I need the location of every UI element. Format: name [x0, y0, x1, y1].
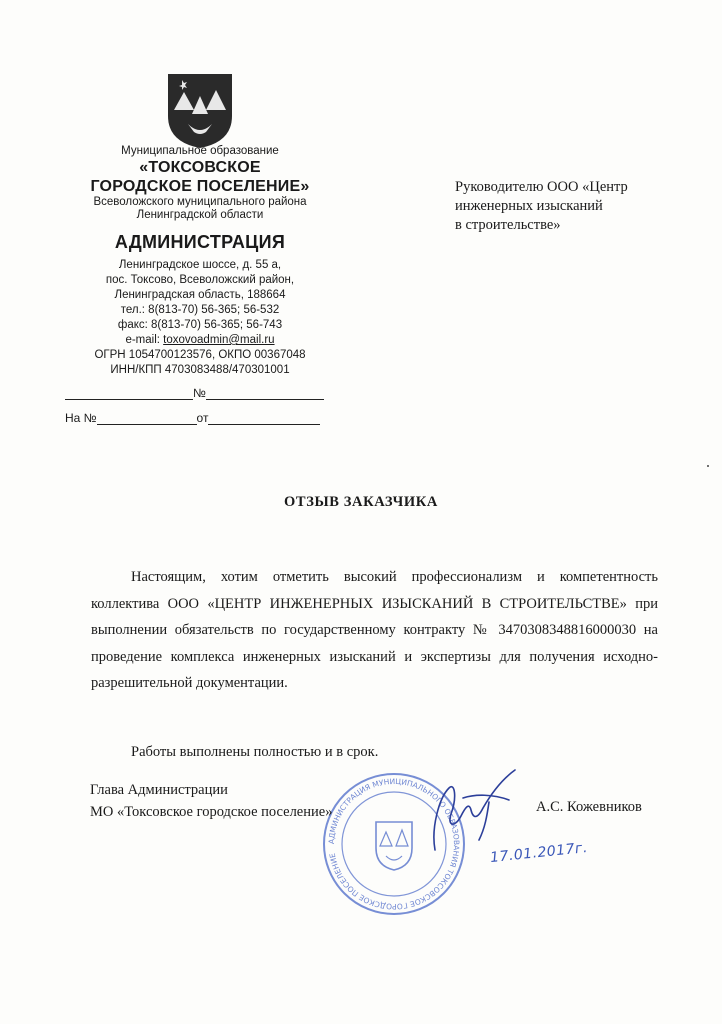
- scan-speck: [707, 465, 709, 467]
- body-paragraph-1: Настоящим, хотим отметить высокий профессионализм и компетентность коллектива ООО «ЦЕНТР ИНЖЕНЕРНЫХ ИЗЫСКАНИЙ В СТРОИТЕЛЬСТВЕ» при выполнении обязательств по государственному контракту № 3470308348816000030 на проведение комплекса инженерных изысканий и экспертизы для получения исходно-разрешительной документации.: [91, 569, 658, 691]
- recipient-block: [455, 178, 685, 235]
- handwritten-date: 17.01.2017г.: [489, 839, 589, 867]
- ref-from: от: [196, 411, 209, 425]
- number-blank: [206, 387, 324, 400]
- document-title: ОТЗЫВ ЗАКАЗЧИКА: [284, 494, 438, 510]
- org-name-line-1: «ТОКСОВСКОЕ: [139, 159, 261, 176]
- fax-line: факс: 8(813-70) 56-365; 56-743: [117, 319, 283, 331]
- signatory-title-line-2: МО «Токсовское городское поселение»: [90, 804, 333, 820]
- municipal-emblem-icon: [166, 72, 234, 150]
- address-line: Ленинградская область, 188664: [114, 289, 286, 301]
- number-sign: №: [193, 386, 206, 400]
- phone-line: тел.: 8(813-70) 56-365; 56-532: [120, 304, 280, 316]
- district-line-1: Всеволожского муниципального района: [93, 196, 307, 208]
- signatory-title: [90, 779, 332, 823]
- org-name-line-2: ГОРОДСКОЕ ПОСЕЛЕНИЕ»: [90, 178, 310, 195]
- reference-line: [65, 411, 320, 425]
- ref-date-blank: [208, 412, 320, 425]
- email-label: e-mail:: [125, 334, 164, 346]
- ref-number-blank: [97, 412, 197, 425]
- ogrn-line: ОГРН 1054700123576, ОКПО 00367048: [94, 349, 306, 361]
- municipality-line: Муниципальное образование: [121, 145, 279, 157]
- address-line: пос. Токсово, Всеволожский район,: [105, 274, 295, 286]
- address-line: Ленинградское шоссе, д. 55 а,: [118, 259, 282, 271]
- signatory-name: А.С. Кожевников: [536, 799, 642, 815]
- handwritten-signature: [405, 758, 535, 858]
- address-block: [60, 258, 340, 378]
- inn-line: ИНН/КПП 4703083488/470301001: [110, 364, 290, 376]
- district-line-2: Ленинградской области: [136, 209, 264, 221]
- ref-prefix: На №: [65, 411, 97, 425]
- body-paragraph-2: Работы выполнены полностью и в срок.: [131, 744, 379, 760]
- recipient-line: Руководителю ООО «Центр: [455, 179, 628, 195]
- recipient-line: инженерных изысканий: [455, 198, 603, 214]
- administration-heading: АДМИНИСТРАЦИЯ: [114, 232, 286, 252]
- date-blank: [65, 387, 193, 400]
- email-line: [60, 333, 340, 348]
- outgoing-number-line: [65, 386, 324, 400]
- recipient-line: в строительстве»: [455, 217, 561, 233]
- stamp-ring-text: АДМИНИСТРАЦИЯ МУНИЦИПАЛЬНОГО ОБРАЗОВАНИЯ ТОКСОВСКОЕ ГОРОДСКОЕ ПОСЕЛЕНИЕ: [326, 776, 462, 912]
- sender-letterhead: [60, 145, 340, 378]
- signatory-title-line-1: Глава Администрации: [90, 782, 228, 798]
- email-link[interactable]: toxovoadmin@mail.ru: [163, 334, 275, 346]
